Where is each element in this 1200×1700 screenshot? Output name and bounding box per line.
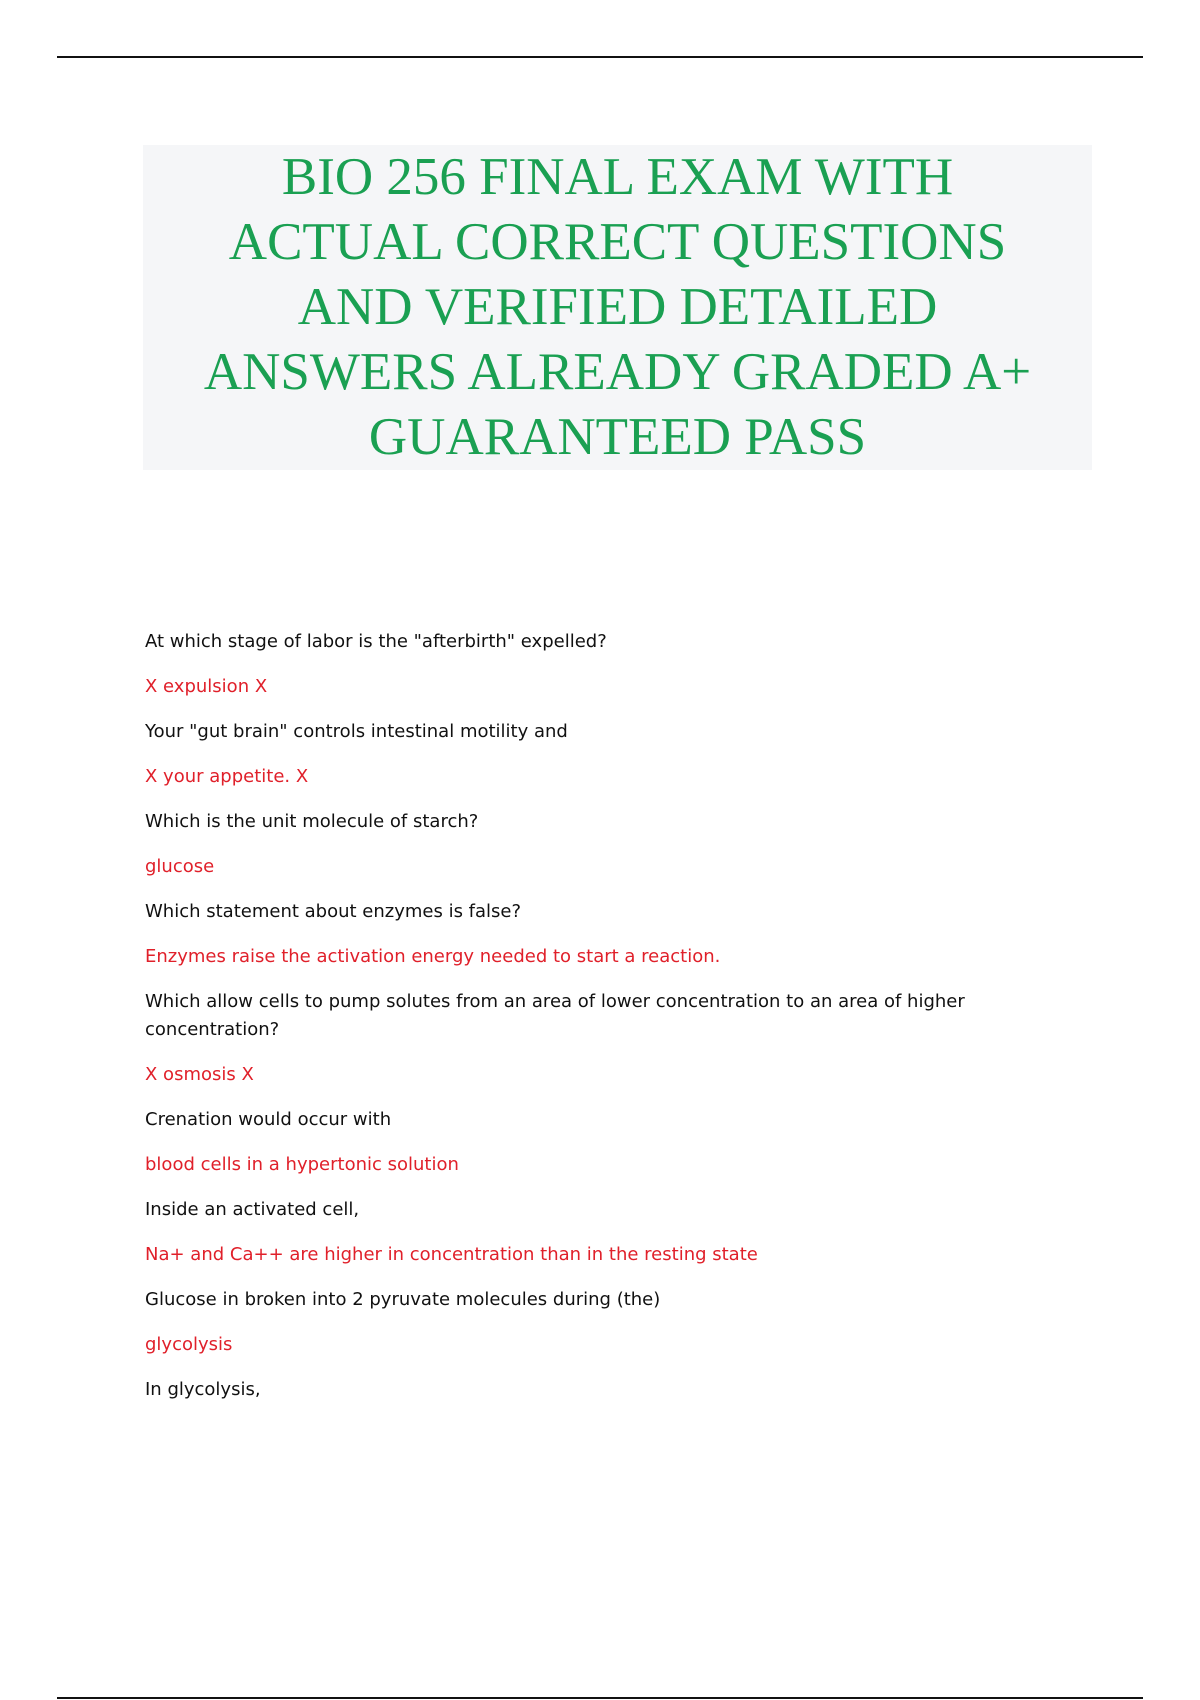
bottom-rule (57, 1697, 1143, 1699)
question-text: Which allow cells to pump solutes from an area of lower concentration to an area of higher concentration? (145, 991, 965, 1040)
title-banner (143, 145, 1092, 470)
answer-text: glycolysis (145, 1334, 233, 1355)
document-title (204, 145, 1031, 470)
qa-item (145, 853, 1065, 881)
top-rule (57, 56, 1143, 58)
question-text: Which statement about enzymes is false? (145, 901, 522, 922)
title-line: ACTUAL CORRECT QUESTIONS (228, 213, 1007, 271)
title-line: GUARANTEED PASS (368, 408, 867, 466)
qa-item (145, 943, 1065, 971)
title-line: BIO 256 FINAL EXAM WITH (281, 148, 954, 206)
question-text: Glucose in broken into 2 pyruvate molecules during (the) (145, 1289, 661, 1310)
answer-text: X expulsion X (145, 676, 268, 697)
qa-item (145, 628, 1065, 656)
question-text: Your "gut brain" controls intestinal motility and (145, 721, 568, 742)
qa-item (145, 898, 1065, 926)
qa-item (145, 1331, 1065, 1359)
answer-text: X your appetite. X (145, 766, 309, 787)
qa-item (145, 988, 1065, 1044)
qa-item (145, 808, 1065, 836)
question-text: Inside an activated cell, (145, 1199, 360, 1220)
answer-text: X osmosis X (145, 1064, 254, 1085)
qa-item (145, 1151, 1065, 1179)
question-text: At which stage of labor is the "afterbirth" expelled? (145, 631, 607, 652)
qa-item (145, 1286, 1065, 1314)
title-line: ANSWERS ALREADY GRADED A+ (203, 343, 1032, 401)
question-text: Which is the unit molecule of starch? (145, 811, 479, 832)
qa-item (145, 673, 1065, 701)
qa-list (145, 628, 1065, 1421)
question-text: Crenation would occur with (145, 1109, 392, 1130)
qa-item (145, 763, 1065, 791)
qa-item (145, 1376, 1065, 1404)
answer-text: blood cells in a hypertonic solution (145, 1154, 459, 1175)
question-text: In glycolysis, (145, 1379, 261, 1400)
qa-item (145, 718, 1065, 746)
title-line: AND VERIFIED DETAILED (297, 278, 938, 336)
qa-item (145, 1196, 1065, 1224)
qa-item (145, 1241, 1065, 1269)
answer-text: Enzymes raise the activation energy needed to start a reaction. (145, 946, 721, 967)
answer-text: glucose (145, 856, 215, 877)
answer-text: Na+ and Ca++ are higher in concentration than in the resting state (145, 1244, 758, 1265)
qa-item (145, 1061, 1065, 1089)
qa-item (145, 1106, 1065, 1134)
